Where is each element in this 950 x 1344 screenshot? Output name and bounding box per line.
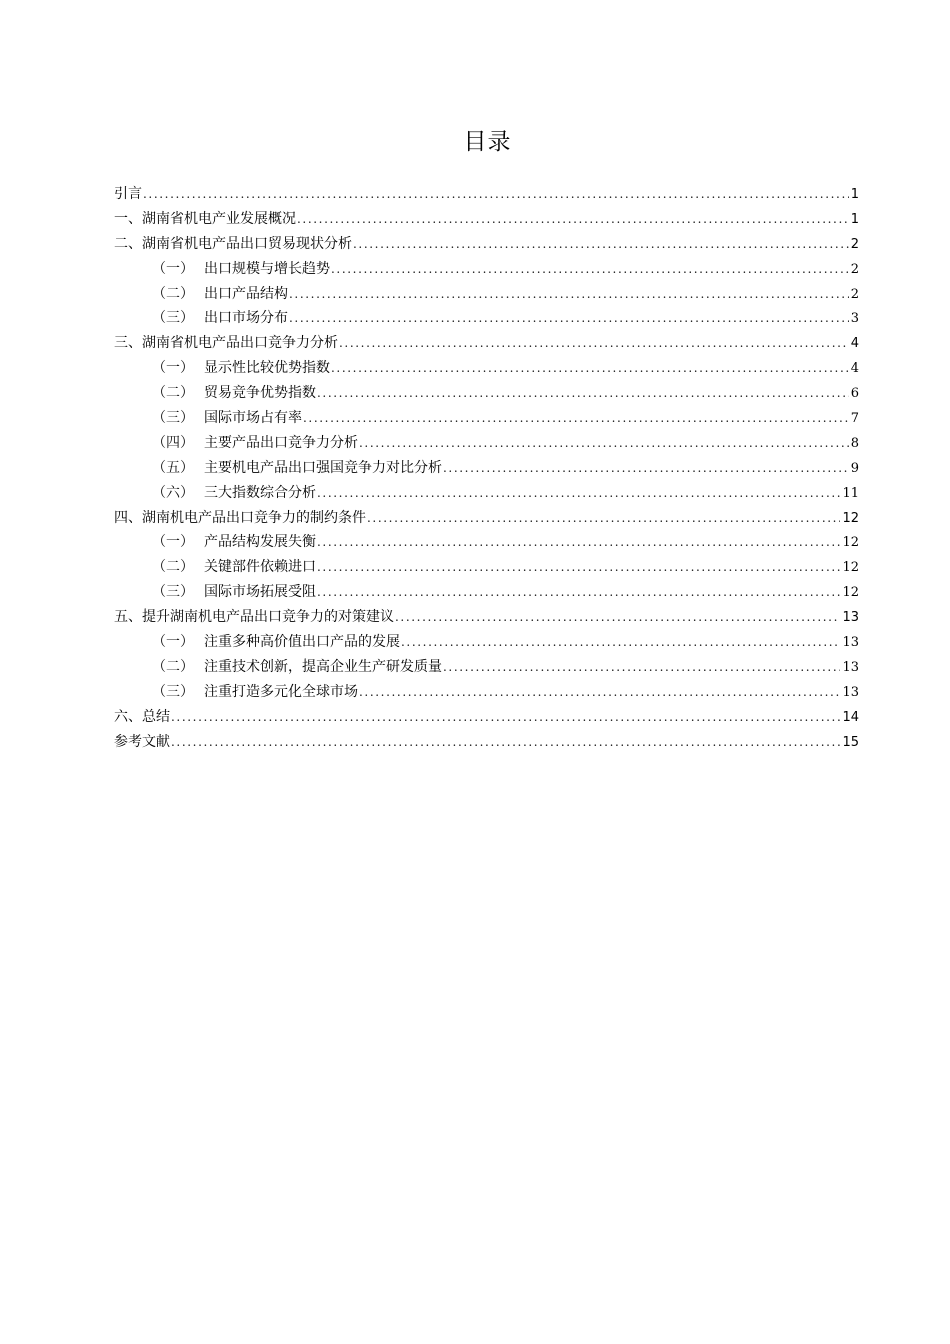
toc-subentry-label: 出口规模与增长趋势 [204,260,330,277]
toc-subentry-label: 出口产品结构 [204,285,288,302]
toc-leader-dots [443,655,840,680]
toc-subentry[interactable] [114,306,859,331]
toc-leader-dots [395,605,840,630]
toc-page-number: 14 [842,709,859,725]
toc-entry-label: 二、湖南省机电产品出口贸易现状分析 [114,235,352,252]
toc-subentry-number: （三） [152,310,194,327]
toc-leader-dots [317,481,840,506]
toc-page-number: 9 [850,460,859,476]
toc-leader-dots [367,506,840,531]
toc-leader-dots [317,530,840,555]
toc-entry[interactable] [114,506,859,531]
toc-page-number: 3 [850,311,859,327]
toc-page-number: 2 [850,236,859,252]
toc-subentry-number: （三） [152,410,194,427]
toc-entry[interactable] [114,182,859,207]
toc-page-number: 2 [850,261,859,277]
toc-subentry-label: 注重打造多元化全球市场 [204,683,358,700]
toc-page-number: 4 [850,336,859,352]
toc-subentry-number: （四） [152,434,194,451]
toc-leader-dots [297,207,849,232]
toc-subentry-number: （三） [152,683,194,700]
toc-leader-dots [317,555,840,580]
toc-page-number: 6 [850,386,859,402]
toc-subentry[interactable] [114,630,859,655]
toc-leader-dots [171,705,840,730]
toc-subentry-label: 出口市场分布 [204,310,288,327]
toc-page-number: 13 [842,610,859,626]
toc-subentry[interactable] [114,580,859,605]
toc-subentry-number: （一） [152,534,194,551]
toc-entry[interactable] [114,705,859,730]
toc-subentry[interactable] [114,381,859,406]
toc-leader-dots [289,282,849,307]
toc-leader-dots [331,356,849,381]
toc-page-number: 1 [850,211,859,227]
toc-subentry-number: （五） [152,459,194,476]
toc-entry-label: 六、总结 [114,708,170,725]
toc-entry-label: 三、湖南省机电产品出口竞争力分析 [114,335,338,352]
toc-leader-dots [331,257,849,282]
toc-subentry-label: 三大指数综合分析 [204,484,316,501]
toc-page-number: 12 [842,560,859,576]
toc-leader-dots [317,580,840,605]
toc-entry[interactable] [114,331,859,356]
toc-subentry-number: （二） [152,559,194,576]
toc-entry[interactable] [114,232,859,257]
toc-subentry-number: （一） [152,260,194,277]
toc-subentry-label: 国际市场占有率 [204,410,302,427]
toc-entry-label: 引言 [114,186,142,202]
toc-subentry[interactable] [114,655,859,680]
toc-subentry[interactable] [114,456,859,481]
toc-subentry[interactable] [114,406,859,431]
toc-entry-label: 一、湖南省机电产业发展概况 [114,210,296,227]
toc-entry[interactable] [114,207,859,232]
toc-subentry-label: 主要机电产品出口强国竞争力对比分析 [204,459,442,476]
toc-page-number: 8 [850,435,859,451]
toc-page-number: 2 [850,286,859,302]
toc-title: 目录 [463,129,512,155]
toc-page-number: 13 [842,684,859,700]
toc-subentry[interactable] [114,282,859,307]
toc-page-number: 1 [850,187,859,202]
toc-leader-dots [359,431,849,456]
toc-subentry[interactable] [114,555,859,580]
toc-page-number: 4 [850,361,859,377]
toc-entry[interactable] [114,730,859,755]
toc-leader-dots [171,730,840,755]
toc-subentry-label: 贸易竞争优势指数 [204,385,316,402]
toc-leader-dots [401,630,840,655]
toc-leader-dots [317,381,849,406]
toc-subentry-label: 关键部件依赖进口 [204,559,316,576]
toc-subentry-label: 显示性比较优势指数 [204,360,330,377]
toc-subentry-number: （六） [152,484,194,501]
toc-subentry-number: （二） [152,385,194,402]
toc-subentry[interactable] [114,680,859,705]
toc-subentry[interactable] [114,481,859,506]
toc-page-number: 15 [842,734,859,750]
toc-entry-label: 参考文献 [114,733,170,750]
toc-leader-dots [353,232,849,257]
table-of-contents [114,182,859,754]
toc-subentry[interactable] [114,257,859,282]
toc-subentry-label: 主要产品出口竞争力分析 [204,434,358,451]
toc-subentry-number: （二） [152,285,194,302]
toc-subentry[interactable] [114,530,859,555]
toc-leader-dots [303,406,849,431]
toc-page-number: 13 [842,659,859,675]
toc-leader-dots [359,680,840,705]
toc-subentry-number: （一） [152,634,194,651]
toc-subentry-label: 注重多种高价值出口产品的发展 [204,634,400,651]
toc-entry-label: 四、湖南机电产品出口竞争力的制约条件 [114,509,366,526]
toc-leader-dots [339,331,849,356]
toc-subentry-label: 产品结构发展失衡 [204,534,316,551]
toc-page-number: 13 [842,635,859,651]
toc-subentry-number: （一） [152,360,194,377]
toc-page-number: 12 [842,535,859,551]
toc-subentry[interactable] [114,431,859,456]
toc-page-number: 11 [842,485,859,501]
toc-subentry-number: （二） [152,658,194,675]
toc-subentry[interactable] [114,356,859,381]
toc-page-number: 12 [842,510,859,526]
toc-entry-label: 五、提升湖南机电产品出口竞争力的对策建议 [114,609,394,626]
toc-leader-dots [443,456,849,481]
toc-page-number: 12 [842,585,859,601]
toc-subentry-label: 国际市场拓展受阻 [204,584,316,601]
toc-entry[interactable] [114,605,859,630]
toc-leader-dots [143,182,849,207]
toc-page-number: 7 [850,411,859,427]
toc-leader-dots [289,306,849,331]
toc-subentry-label: 注重技术创新，提高企业生产研发质量 [204,658,442,675]
toc-subentry-number: （三） [152,584,194,601]
